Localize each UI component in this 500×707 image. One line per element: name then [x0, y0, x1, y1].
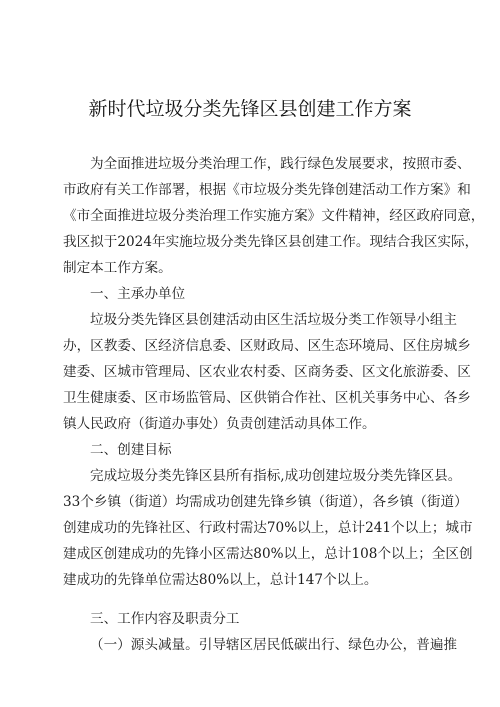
paragraph-line: 卫生健康委、区市场监管局、区供销合作社、区机关事务中心、各乡: [63, 390, 471, 406]
paragraph-line: 建委、区城市管理局、区农业农村委、区商务委、区文化旅游委、区: [63, 364, 471, 380]
paragraph-line: 建成区创建成功的先锋小区需达80%以上，总计108个以上；全区创: [63, 546, 473, 562]
paragraph-line: 为全面推进垃圾分类治理工作，践行绿色发展要求，按照市委、: [90, 156, 471, 172]
paragraph-line: 33个乡镇（街道）均需成功创建先锋乡镇（街道），各乡镇（街道）: [63, 494, 468, 510]
paragraph-line: 建成功的先锋单位需达80%以上，总计147个以上。: [63, 572, 378, 588]
paragraph-line: 《市全面推进垃圾分类治理工作实施方案》文件精神，经区政府同意，: [63, 208, 485, 224]
paragraph-line: 创建成功的先锋社区、行政村需达70%以上，总计241个以上；城市: [63, 520, 473, 536]
document-title: 新时代垃圾分类先锋区县创建工作方案: [88, 98, 412, 120]
paragraph-line: 我区拟于2024年实施垃圾分类先锋区县创建工作。现结合我区实际，: [63, 234, 479, 250]
paragraph-line: 完成垃圾分类先锋区县所有指标,成功创建垃圾分类先锋区县。: [90, 468, 462, 484]
paragraph-line: 镇人民政府（街道办事处）负责创建活动具体工作。: [63, 416, 376, 432]
section-heading: 二、创建目标: [90, 442, 172, 458]
paragraph-line: （一）源头减量。引导辖区居民低碳出行、绿色办公，普遍推: [90, 637, 458, 653]
paragraph-line: 办，区教委、区经济信息委、区财政局、区生态环境局、区住房城乡: [63, 338, 471, 354]
section-heading: 三、工作内容及职责分工: [90, 611, 240, 627]
section-heading: 一、主承办单位: [90, 286, 186, 302]
paragraph-line: 市政府有关工作部署，根据《市垃圾分类先锋创建活动工作方案》和: [63, 182, 471, 198]
paragraph-line: 制定本工作方案。: [63, 260, 172, 276]
paragraph-line: 垃圾分类先锋区县创建活动由区生活垃圾分类工作领导小组主: [90, 312, 458, 328]
